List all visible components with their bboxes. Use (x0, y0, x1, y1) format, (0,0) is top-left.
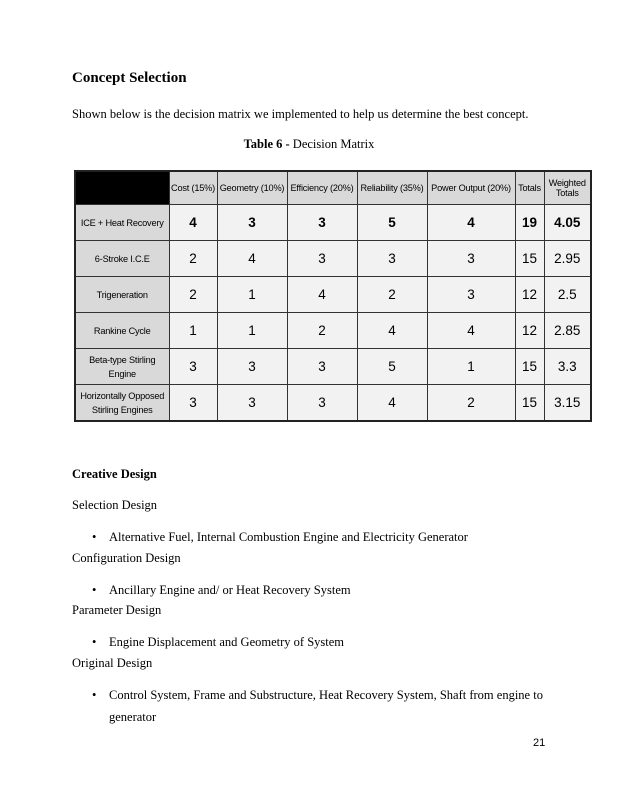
table-cell: 2 (169, 277, 217, 313)
table-row (75, 241, 591, 277)
table-cell: 3.15 (544, 385, 591, 422)
list-item-text: Engine Displacement and Geometry of System (109, 635, 345, 649)
table-corner-cell (75, 171, 169, 205)
table-cell: 4 (357, 313, 427, 349)
row-label: Horizontally Opposed Stirling Engines (75, 385, 169, 422)
table-cell: 19 (515, 205, 544, 241)
selection-design-heading: Selection Design (72, 498, 158, 512)
list-item-text: Ancillary Engine and/ or Heat Recovery System (109, 583, 351, 597)
section-title: Concept Selection (72, 70, 187, 86)
bullet-icon: • (92, 583, 97, 597)
table-cell: 4 (287, 277, 357, 313)
intro-paragraph: Shown below is the decision matrix we implemented to help us determine the best concept. (72, 107, 529, 121)
parameter-design-heading: Parameter Design (72, 603, 162, 617)
table-cell: 12 (515, 277, 544, 313)
table-header-row (75, 171, 591, 205)
table-cell: 3 (287, 349, 357, 385)
row-label: Rankine Cycle (75, 313, 169, 349)
creative-design-title: Creative Design (72, 467, 157, 481)
table-cell: 2.5 (544, 277, 591, 313)
table-cell: 3 (169, 385, 217, 422)
table-cell: 4 (357, 385, 427, 422)
table-row (75, 205, 591, 241)
table-row (75, 313, 591, 349)
column-header: Reliability (35%) (357, 171, 427, 205)
table-cell: 15 (515, 241, 544, 277)
table-cell: 4.05 (544, 205, 591, 241)
table-cell: 4 (427, 205, 515, 241)
table-cell: 3 (287, 385, 357, 422)
table-cell: 5 (357, 349, 427, 385)
decision-matrix-table (74, 170, 592, 422)
table-cell: 4 (169, 205, 217, 241)
table-cell: 2 (287, 313, 357, 349)
table-row (75, 277, 591, 313)
table-cell: 3 (217, 205, 287, 241)
bullet-icon: • (92, 635, 97, 649)
row-label: 6-Stroke I.C.E (75, 241, 169, 277)
row-label: ICE + Heat Recovery (75, 205, 169, 241)
configuration-design-heading: Configuration Design (72, 551, 181, 565)
column-header: Power Output (20%) (427, 171, 515, 205)
table-cell: 12 (515, 313, 544, 349)
bullet-icon: • (92, 530, 97, 544)
table-caption-label: Table 6 - (243, 137, 290, 151)
table-cell: 3 (217, 349, 287, 385)
column-header: Totals (515, 171, 544, 205)
table-cell: 3 (169, 349, 217, 385)
list-item-text: Control System, Frame and Substructure, Heat Recovery System, Shaft from engine to generator (109, 688, 543, 724)
table-cell: 1 (217, 277, 287, 313)
table-cell: 5 (357, 205, 427, 241)
row-label: Trigeneration (75, 277, 169, 313)
list-item-text: Alternative Fuel, Internal Combustion Engine and Electricity Generator (109, 530, 468, 544)
table-row (75, 349, 591, 385)
bullet-icon: • (92, 688, 97, 702)
table-cell: 4 (217, 241, 287, 277)
table-cell: 3 (427, 277, 515, 313)
table-cell: 1 (169, 313, 217, 349)
table-cell: 1 (427, 349, 515, 385)
table-cell: 3 (287, 205, 357, 241)
column-header: Weighted Totals (544, 171, 591, 205)
column-header: Cost (15%) (169, 171, 217, 205)
column-header: Efficiency (20%) (287, 171, 357, 205)
table-cell: 15 (515, 385, 544, 422)
table-cell: 3 (427, 241, 515, 277)
table-row (75, 385, 591, 422)
table-cell: 2 (357, 277, 427, 313)
table-cell: 2 (169, 241, 217, 277)
page-number: 21 (533, 737, 546, 749)
table-cell: 1 (217, 313, 287, 349)
table-caption (0, 137, 618, 152)
table-cell: 4 (427, 313, 515, 349)
table-cell: 3 (357, 241, 427, 277)
table-cell: 15 (515, 349, 544, 385)
table-cell: 3 (217, 385, 287, 422)
table-cell: 2 (427, 385, 515, 422)
original-design-heading: Original Design (72, 656, 153, 670)
row-label: Beta-type Stirling Engine (75, 349, 169, 385)
table-cell: 3 (287, 241, 357, 277)
column-header: Geometry (10%) (217, 171, 287, 205)
table-cell: 2.85 (544, 313, 591, 349)
table-cell: 2.95 (544, 241, 591, 277)
table-caption-text: Decision Matrix (292, 137, 375, 151)
table-cell: 3.3 (544, 349, 591, 385)
